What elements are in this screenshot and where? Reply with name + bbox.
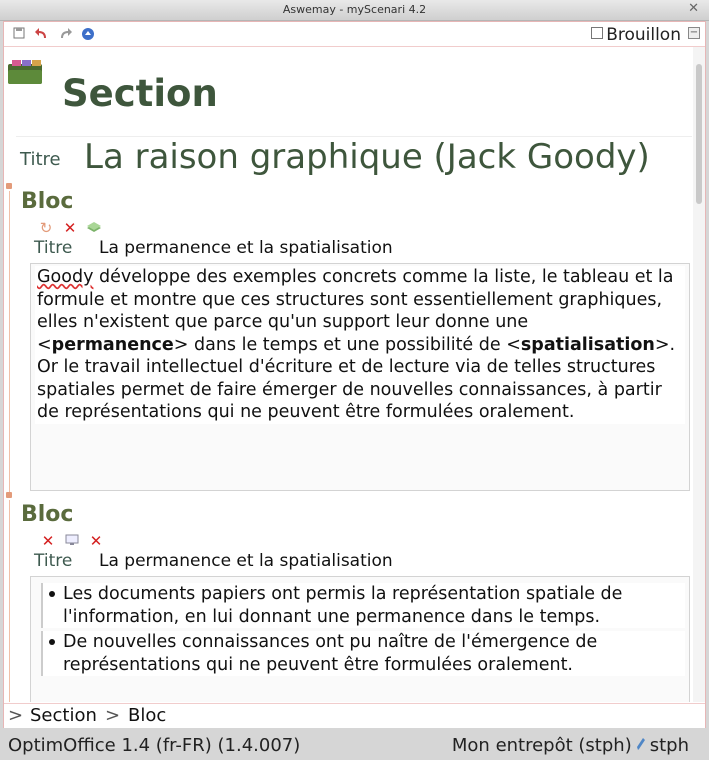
bloc-guide [9, 191, 10, 496]
bloc-2 [4, 492, 692, 702]
section-title-label: Titre [20, 149, 61, 170]
breadcrumb-item-section[interactable]: Section [30, 705, 97, 726]
delete-icon[interactable]: ✕ [63, 219, 77, 237]
scrollbar-thumb[interactable] [696, 64, 702, 204]
user-label[interactable]: stph [649, 735, 689, 756]
bloc-toolbar [38, 218, 110, 237]
breadcrumb-item-bloc[interactable]: Bloc [128, 705, 167, 726]
book-icon[interactable] [86, 219, 102, 235]
bold-text: spatialisation [520, 334, 655, 355]
bullet [49, 639, 55, 645]
refresh-icon[interactable]: ↻ [39, 219, 53, 237]
draft-label: Brouillon [606, 25, 681, 45]
list-item-text: Les documents papiers ont permis la représentation spatiale de l'information, en lui donnant une permanence dans le temps. [63, 584, 623, 627]
text-run: développe des exemples concrets comme la liste, le tableau et la formule et montre que ces structures sont essentiellement graphiques, elles n'existent que parce qu'un support leur donne une < [37, 267, 674, 355]
bullet [49, 591, 55, 597]
bloc-toolbar [40, 531, 112, 550]
bloc-guide [9, 500, 10, 702]
remove-format-icon[interactable]: ✕ [89, 532, 103, 550]
bloc-heading: Bloc [21, 189, 74, 214]
bloc-1 [4, 183, 692, 503]
store-info [452, 735, 689, 756]
breadcrumb-separator: > [105, 705, 121, 726]
collapse-icon[interactable]: − [689, 27, 699, 38]
bloc-marker[interactable] [6, 492, 12, 498]
list-item[interactable] [41, 583, 685, 628]
close-icon[interactable]: ✕ [688, 1, 699, 16]
window-title: Aswemay - myScenari 4.2 [282, 3, 427, 16]
bloc-title-input[interactable]: La permanence et la spatialisation [99, 551, 393, 571]
section-title-input[interactable]: La raison graphique (Jack Goody) [84, 137, 650, 177]
document-content [4, 47, 692, 702]
redo-icon[interactable] [58, 27, 72, 41]
delete-icon[interactable]: ✕ [41, 532, 55, 550]
app-version: OptimOffice 1.4 (fr-FR) (1.4.007) [8, 735, 301, 756]
vertical-scrollbar[interactable] [693, 47, 705, 702]
list-item[interactable] [41, 631, 685, 676]
bloc-title-label: Titre [34, 238, 73, 258]
bloc-title-input[interactable]: La permanence et la spatialisation [99, 238, 393, 258]
monitor-icon[interactable] [64, 533, 80, 549]
draft-checkbox[interactable] [591, 25, 681, 45]
store-label[interactable]: Mon entrepôt (stph) [451, 735, 632, 756]
bloc-heading: Bloc [21, 502, 74, 527]
bloc-list-editor[interactable] [30, 576, 690, 702]
paragraph[interactable] [35, 266, 685, 424]
bloc-title-label: Titre [34, 551, 73, 571]
bloc-marker[interactable] [6, 183, 12, 189]
window-titlebar [0, 0, 709, 21]
bloc-text-editor[interactable] [30, 263, 690, 491]
undo-icon[interactable] [35, 27, 49, 41]
section-title-row [16, 136, 692, 183]
text-run: > dans le temps et une possibilité de < [173, 334, 521, 355]
save-icon[interactable] [12, 27, 26, 41]
toolbar [4, 22, 705, 47]
bold-text: permanence [51, 334, 174, 355]
info-icon[interactable] [81, 27, 95, 41]
status-bar [0, 730, 709, 760]
folder-icon [8, 60, 42, 85]
bloc-title-row [34, 551, 393, 571]
pen-icon [636, 735, 646, 749]
breadcrumb [4, 703, 705, 728]
misspelled-word: Goody [37, 267, 94, 287]
editor-window [3, 21, 706, 728]
bloc-title-row [34, 238, 393, 258]
text-run: >. Or le travail intellectuel d'écriture et de lecture via de telles structures spatiales permet de faire émerger de nouvelles connaissances, à partir de représentations qui ne peuvent être formulées oralement. [37, 334, 676, 422]
breadcrumb-separator: > [8, 705, 24, 726]
list-item-text: De nouvelles connaissances ont pu naître de l'émergence de représentations qui ne peuvent être formulées oralement. [63, 632, 598, 675]
section-heading: Section [62, 72, 218, 115]
